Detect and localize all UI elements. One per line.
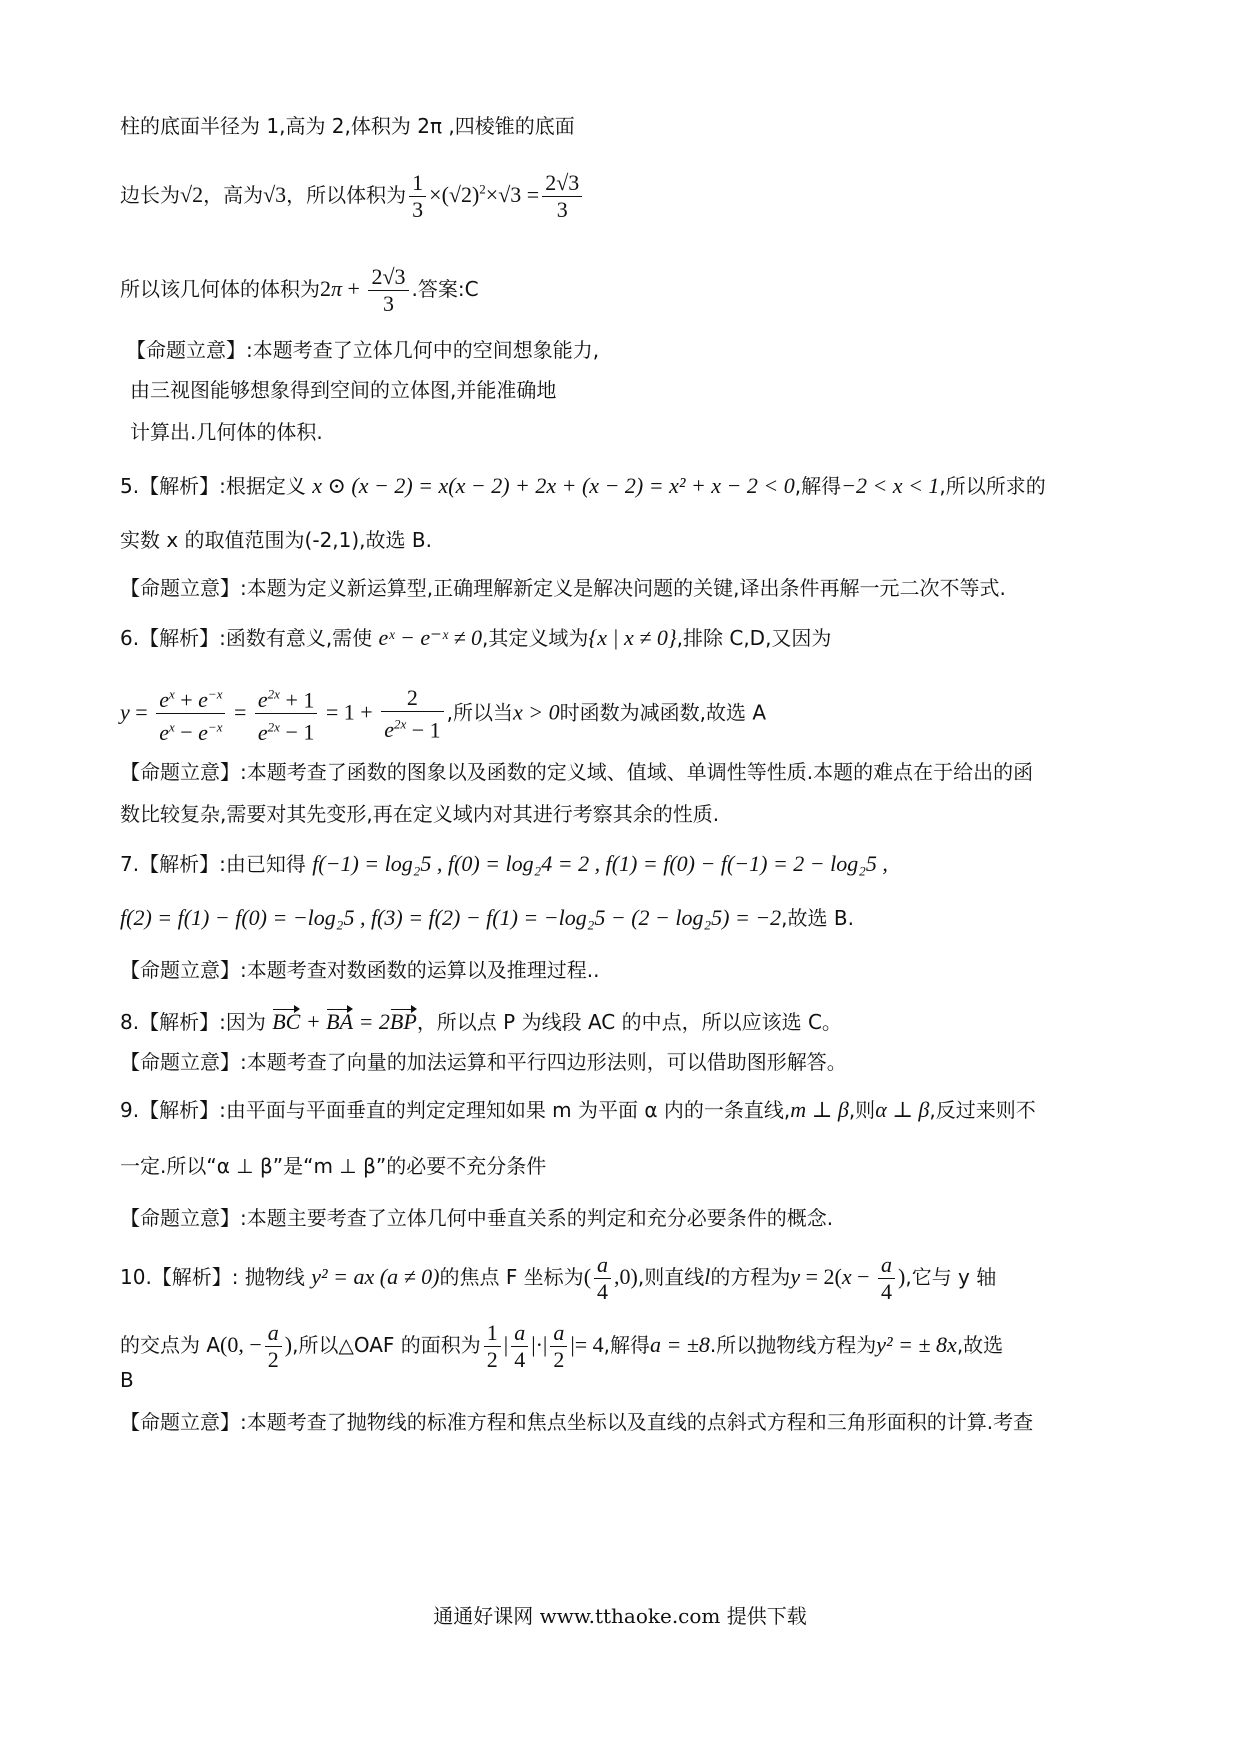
text-line: 的交点为 A(0, − $\frac{a}{2}$ ),所以△OAF 的面积为 $\frac{1}{2}$ | $\frac{a}{4}$ |·| $\frac{a}{2}$ |= 4,解得a = ±8.所以抛物线方程为y² = ± 8x,故选 xyxy=(120,1320,1004,1372)
text-line: 10.【解析】: 抛物线 y² = ax (a ≠ 0)的焦点 F 坐标为( $\frac{a}{4}$ ,0),则直线l的方程为y = 2(x − $\frac{a}{4}$ ),它与 y 轴 xyxy=(120,1252,997,1304)
text-line: 实数 x 的取值范围为(-2,1),故选 B. xyxy=(120,528,432,552)
text-line: 【命题立意】:本题考查了抛物线的标准方程和焦点坐标以及直线的点斜式方程和三角形面积的计算.考查 xyxy=(120,1410,1034,1434)
text-line: 柱的底面半径为 1,高为 2,体积为 2π ,四棱锥的底面 xyxy=(120,114,575,138)
text-line: B xyxy=(120,1368,134,1392)
text-line: 一定.所以“α ⊥ β”是“m ⊥ β”的必要不充分条件 xyxy=(120,1154,547,1178)
text-line: 【命题立意】:本题考查对数函数的运算以及推理过程.. xyxy=(120,958,600,982)
text-line: 6.【解析】:函数有意义,需使 eˣ − e⁻ˣ ≠ 0,其定义域为{x | x ≠ 0},排除 C,D,又因为 xyxy=(120,625,832,650)
text-line: f(2) = f(1) − f(0) = −log₂5 , f(3) = f(2) − f(1) = −log₂5 − (2 − log₂5) = −2,故选 B. xyxy=(120,905,854,930)
text-line: 所以该几何体的体积为2π + $\frac{2√3}{3}$ .答案:C xyxy=(120,264,479,316)
text-line: 5.【解析】:根据定义 x ⊙ (x − 2) = x(x − 2) + 2x + (x − 2) = x² + x − 2 < 0,解得−2 < x < 1,所以所求的 xyxy=(120,473,1046,498)
text-line: 【命题立意】:本题考查了函数的图象以及函数的定义域、值域、单调性等性质.本题的难点在于给出的函 xyxy=(120,760,1034,784)
text-line: y = $\frac{e^x + e^{-x}}{e^x - e^{-x}}$ = $\frac{e^{2x} + 1}{e^{2x} - 1}$ = 1 + $\frac{2}{e^{2x} - 1}$ ,所以当x > 0时函数为减函数,故选 A xyxy=(120,682,766,746)
text-line: 由三视图能够想象得到空间的立体图,并能准确地 xyxy=(130,378,557,402)
text-line: 数比较复杂,需要对其先变形,再在定义域内对其进行考察其余的性质. xyxy=(120,802,720,826)
text-line: 【命题立意】:本题考查了立体几何中的空间想象能力, xyxy=(126,338,600,362)
text-line: 【命题立意】:本题为定义新运算型,正确理解新定义是解决问题的关键,译出条件再解一元二次不等式. xyxy=(120,576,1006,600)
page-footer: 通通好课网 www.tthaoke.com 提供下载 xyxy=(433,1604,807,1628)
text-line: 7.【解析】:由已知得 f(−1) = log₂5 , f(0) = log₂4 = 2 , f(1) = f(0) − f(−1) = 2 − log₂5 , xyxy=(120,851,888,876)
text-line: 8.【解析】:因为 BC + BA = 2BP，所以点 P 为线段 AC 的中点，所以应该选 C。 xyxy=(120,1009,842,1034)
text-line: 9.【解析】:由平面与平面垂直的判定定理知如果 m 为平面 α 内的一条直线,m ⊥ β,则α ⊥ β,反过来则不 xyxy=(120,1097,1036,1122)
text-line: 边长为√2，高为√3，所以体积为 $\frac{1}{3}$ $\times(√2)^2\times√3$ = $\frac{2√3}{3}$ xyxy=(120,170,585,223)
text-line: 计算出.几何体的体积. xyxy=(130,420,323,444)
text-line: 【命题立意】:本题主要考查了立体几何中垂直关系的判定和充分必要条件的概念. xyxy=(120,1206,834,1230)
text-line: 【命题立意】:本题考查了向量的加法运算和平行四边形法则，可以借助图形解答。 xyxy=(120,1050,847,1074)
